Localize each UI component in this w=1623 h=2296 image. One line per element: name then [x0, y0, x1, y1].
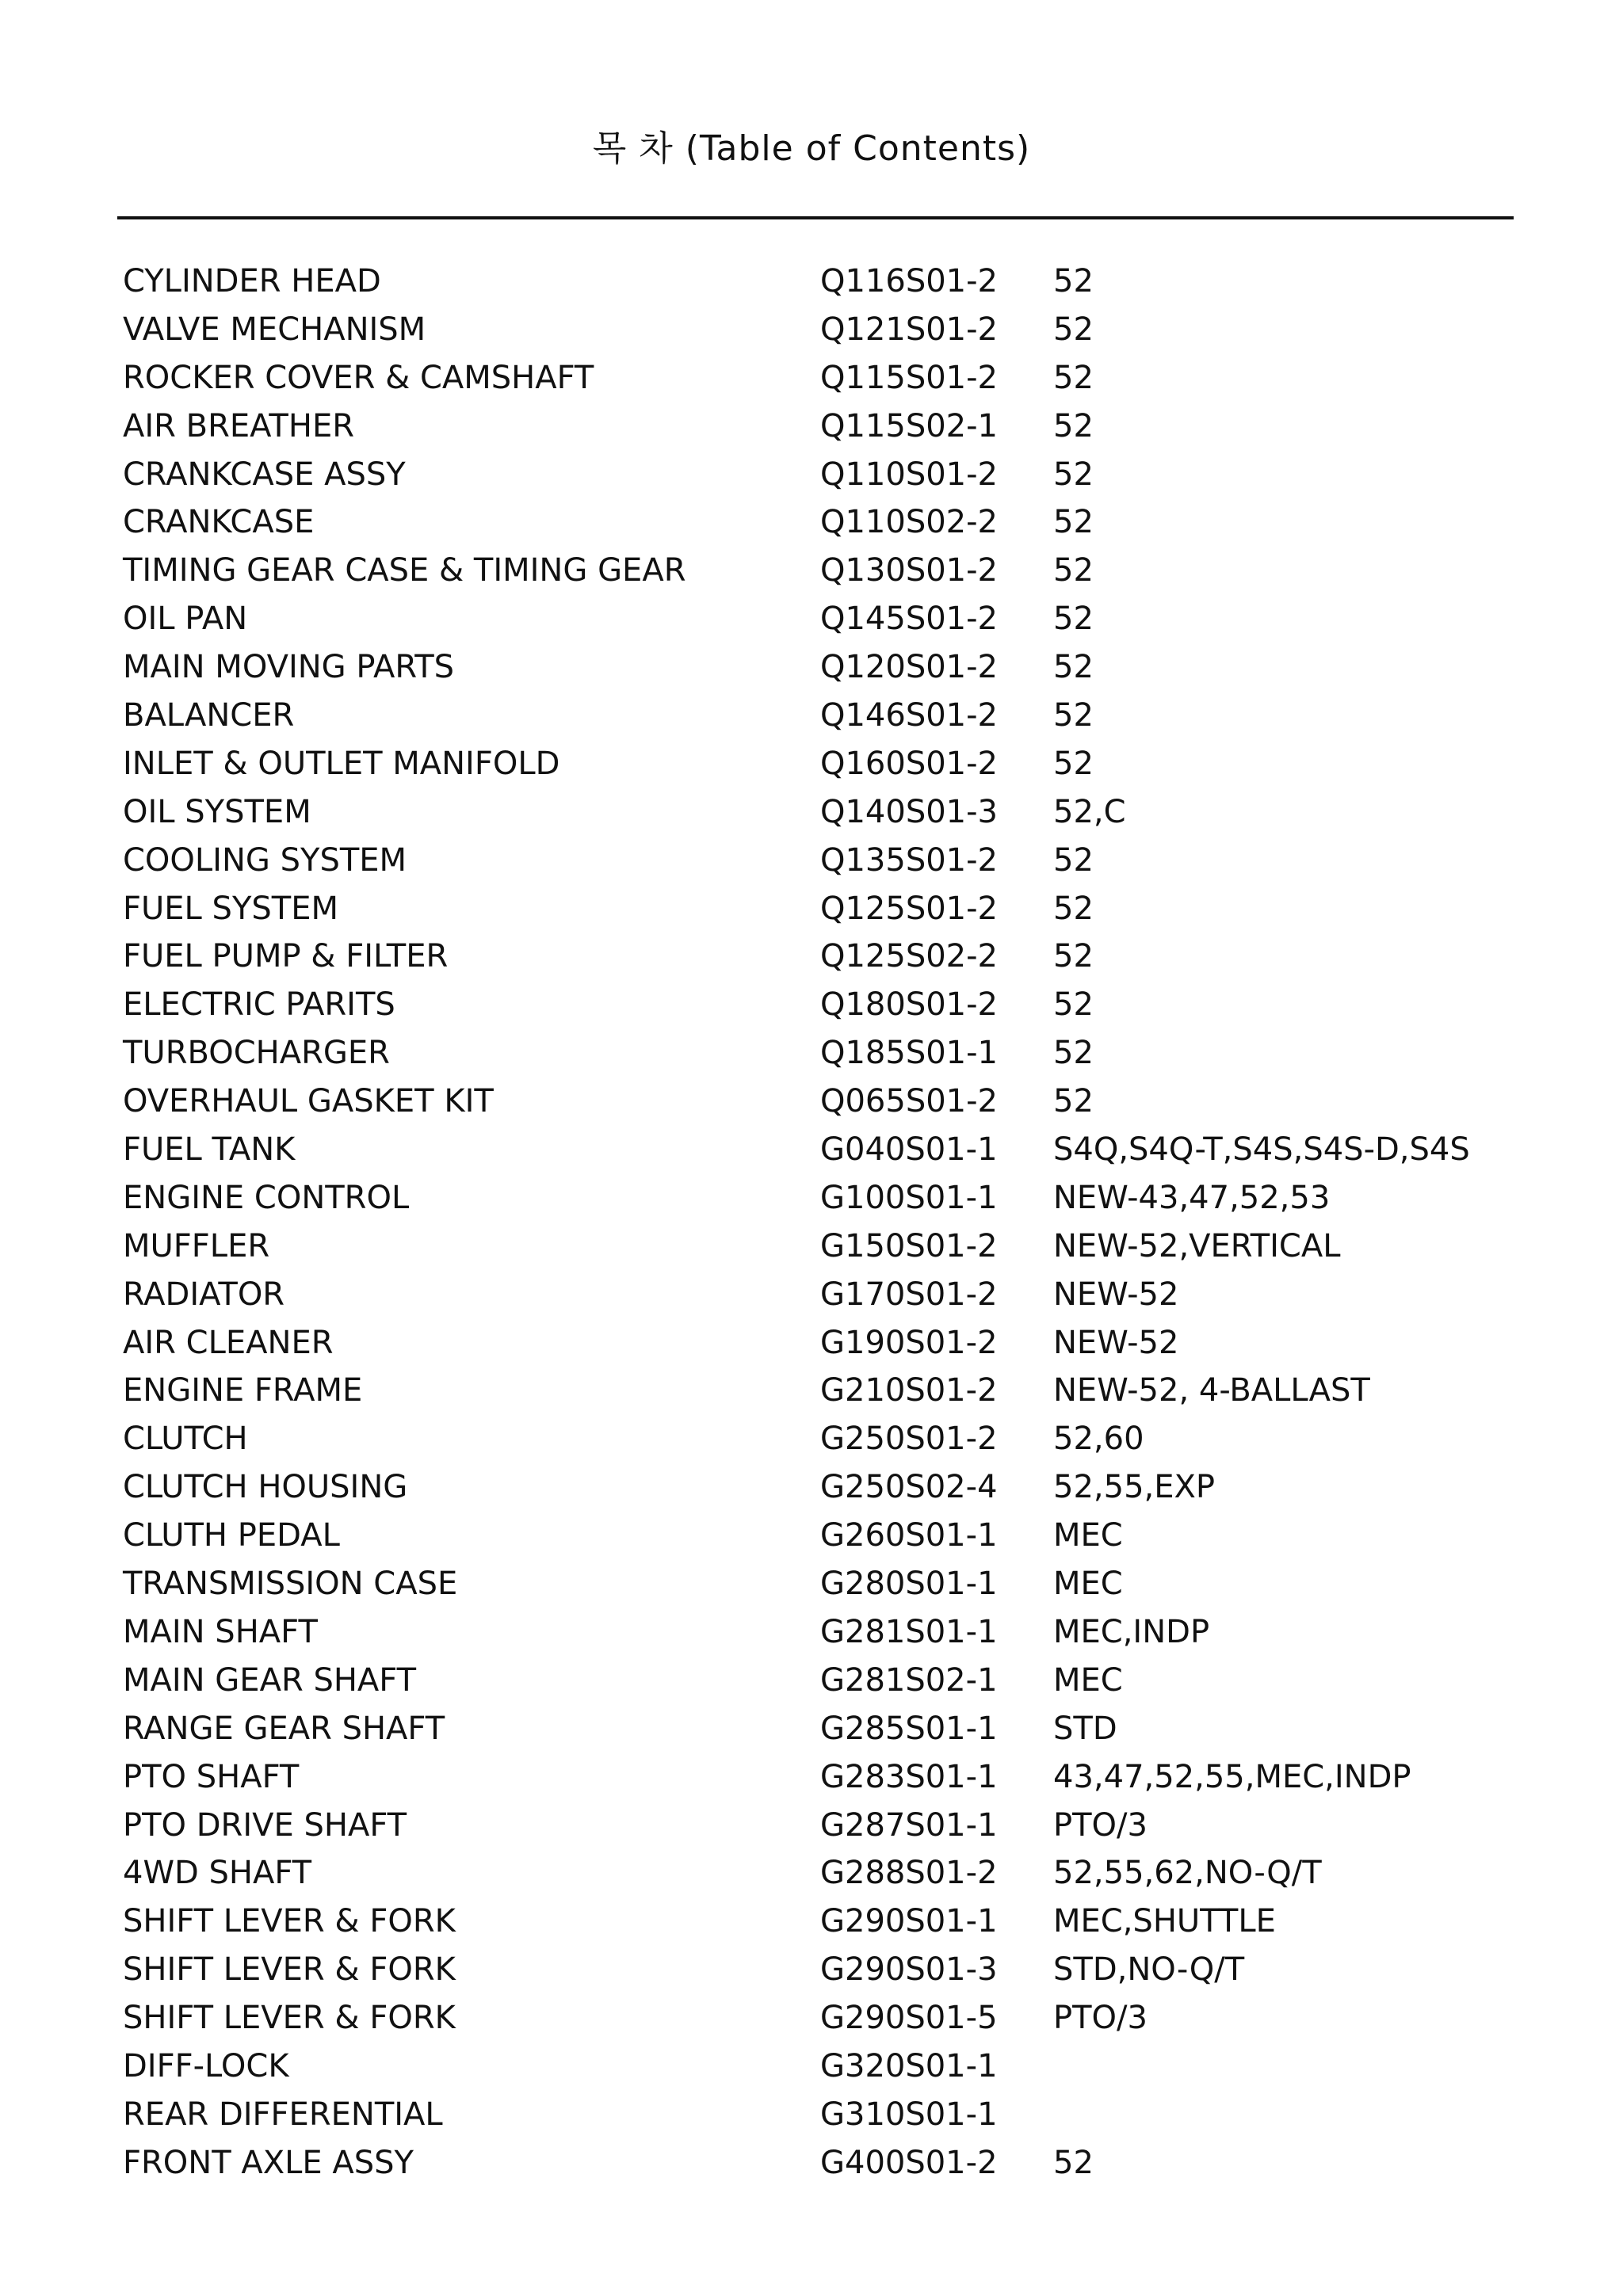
- toc-entry-code: G283S01-1: [820, 1758, 998, 1795]
- toc-row: [0, 1512, 1623, 1560]
- toc-entry-title: AIR BREATHER: [123, 407, 355, 444]
- toc-entry-note: MEC,SHUTTLE: [1053, 1903, 1276, 1940]
- toc-entry-code: Q125S02-2: [820, 938, 999, 975]
- toc-entry-code: G260S01-1: [820, 1517, 998, 1554]
- toc-entry-title: FUEL SYSTEM: [123, 890, 338, 927]
- toc-entry-note: 52: [1053, 456, 1094, 493]
- toc-entry-note: STD,NO-Q/T: [1053, 1951, 1245, 1989]
- toc-entry-code: G285S01-1: [820, 1710, 998, 1747]
- toc-row: [0, 1802, 1623, 1850]
- toc-entry-title: DIFF-LOCK: [123, 2047, 289, 2084]
- toc-entry-code: Q120S01-2: [820, 649, 999, 686]
- toc-entry-title: MUFFLER: [123, 1227, 270, 1264]
- toc-entry-note: NEW-52: [1053, 1276, 1179, 1313]
- toc-row: [0, 1994, 1623, 2042]
- toc-entry-code: Q130S01-2: [820, 552, 999, 589]
- toc-row: [0, 788, 1623, 837]
- toc-entry-note: 52: [1053, 745, 1094, 782]
- toc-entry-code: G310S01-1: [820, 2096, 998, 2133]
- toc-entry-note: 52: [1053, 649, 1094, 686]
- toc-row: [0, 1367, 1623, 1415]
- toc-entry-code: Q180S01-2: [820, 986, 999, 1024]
- toc-row: [0, 1608, 1623, 1657]
- toc-entry-note: 52,55,62,NO-Q/T: [1053, 1855, 1322, 1892]
- toc-row: [0, 402, 1623, 451]
- toc-entry-note: STD: [1053, 1710, 1117, 1747]
- toc-entry-code: G287S01-1: [820, 1806, 998, 1844]
- toc-entry-note: 52: [1053, 2144, 1094, 2181]
- toc-row: [0, 1946, 1623, 1994]
- toc-entry-note: 52: [1053, 311, 1094, 348]
- toc-entry-title: ENGINE FRAME: [123, 1372, 363, 1409]
- toc-entry-title: FRONT AXLE ASSY: [123, 2144, 414, 2181]
- toc-entry-note: MEC: [1053, 1661, 1123, 1699]
- toc-entry-code: G280S01-1: [820, 1566, 998, 1603]
- toc-entry-title: SHIFT LEVER & FORK: [123, 1903, 456, 1940]
- toc-entry-note: MEC,INDP: [1053, 1613, 1210, 1650]
- toc-entry-title: OVERHAUL GASKET KIT: [123, 1083, 494, 1120]
- toc-entry-title: TIMING GEAR CASE & TIMING GEAR: [123, 552, 686, 589]
- toc-entry-code: Q116S01-2: [820, 263, 999, 299]
- toc-row: [0, 451, 1623, 499]
- toc-entry-code: Q135S01-2: [820, 841, 999, 879]
- toc-entry-code: G040S01-1: [820, 1131, 998, 1169]
- toc-entry-note: 52,55,EXP: [1053, 1469, 1216, 1506]
- toc-entry-title: MAIN MOVING PARTS: [123, 649, 455, 686]
- page-title: 목 차 (Table of Contents): [592, 128, 1031, 169]
- toc-entry-title: SHIFT LEVER & FORK: [123, 2000, 456, 2037]
- toc-entry-title: PTO SHAFT: [123, 1758, 300, 1795]
- toc-entry-note: MEC: [1053, 1566, 1123, 1603]
- toc-entry-code: Q140S01-3: [820, 793, 999, 830]
- toc-entry-title: CYLINDER HEAD: [123, 263, 381, 299]
- toc-entry-code: Q115S01-2: [820, 359, 999, 396]
- toc-entry-title: ELECTRIC PARITS: [123, 986, 395, 1024]
- toc-entry-title: TURBOCHARGER: [123, 1035, 390, 1072]
- toc-entry-title: FUEL PUMP & FILTER: [123, 938, 449, 975]
- toc-entry-code: Q145S01-2: [820, 601, 999, 638]
- toc-entry-code: Q110S01-2: [820, 456, 999, 493]
- toc-entry-code: G288S01-2: [820, 1855, 998, 1892]
- toc-row: [0, 885, 1623, 933]
- toc-entry-title: MAIN GEAR SHAFT: [123, 1661, 417, 1699]
- toc-entry-note: 52: [1053, 263, 1094, 299]
- toc-entry-code: G210S01-2: [820, 1372, 998, 1409]
- toc-list: [0, 257, 1623, 2187]
- toc-row: [0, 1657, 1623, 1705]
- toc-row: [0, 740, 1623, 788]
- toc-row: [0, 2042, 1623, 2091]
- toc-row: [0, 1222, 1623, 1271]
- toc-entry-note: NEW-52,VERTICAL: [1053, 1227, 1341, 1264]
- toc-row: [0, 1271, 1623, 1319]
- toc-entry-note: 52,60: [1053, 1421, 1144, 1458]
- toc-entry-code: G290S01-5: [820, 2000, 998, 2037]
- toc-row: [0, 595, 1623, 643]
- toc-entry-title: RANGE GEAR SHAFT: [123, 1710, 445, 1747]
- toc-row: [0, 2091, 1623, 2139]
- toc-entry-code: Q185S01-1: [820, 1035, 999, 1072]
- toc-entry-title: CRANKCASE ASSY: [123, 456, 406, 493]
- toc-entry-title: SHIFT LEVER & FORK: [123, 1951, 456, 1989]
- toc-entry-title: COOLING SYSTEM: [123, 841, 407, 879]
- toc-row: [0, 1849, 1623, 1897]
- toc-entry-code: G170S01-2: [820, 1276, 998, 1313]
- toc-row: [0, 1415, 1623, 1463]
- toc-entry-title: REAR DIFFERENTIAL: [123, 2096, 443, 2133]
- toc-entry-title: INLET & OUTLET MANIFOLD: [123, 745, 560, 782]
- toc-entry-code: G290S01-1: [820, 1903, 998, 1940]
- toc-row: [0, 306, 1623, 354]
- toc-entry-title: AIR CLEANER: [123, 1324, 334, 1361]
- toc-entry-title: ENGINE CONTROL: [123, 1179, 410, 1216]
- toc-entry-note: 43,47,52,55,MEC,INDP: [1053, 1758, 1411, 1795]
- toc-entry-note: 52: [1053, 890, 1094, 927]
- toc-entry-title: 4WD SHAFT: [123, 1855, 312, 1892]
- toc-entry-note: 52: [1053, 601, 1094, 638]
- toc-row: [0, 1174, 1623, 1222]
- toc-row: [0, 1077, 1623, 1126]
- toc-entry-note: S4Q,S4Q-T,S4S,S4S-D,S4S: [1053, 1131, 1470, 1169]
- toc-entry-code: Q125S01-2: [820, 890, 999, 927]
- toc-entry-title: MAIN SHAFT: [123, 1613, 318, 1650]
- toc-entry-title: OIL PAN: [123, 601, 248, 638]
- toc-entry-code: G290S01-3: [820, 1951, 998, 1989]
- toc-entry-code: G281S01-1: [820, 1613, 998, 1650]
- toc-entry-note: 52: [1053, 697, 1094, 734]
- toc-entry-title: BALANCER: [123, 697, 295, 734]
- toc-row: [0, 933, 1623, 981]
- toc-entry-note: 52: [1053, 504, 1094, 541]
- toc-entry-title: PTO DRIVE SHAFT: [123, 1806, 407, 1844]
- toc-row: [0, 354, 1623, 402]
- toc-entry-title: CRANKCASE: [123, 504, 315, 541]
- toc-entry-title: OIL SYSTEM: [123, 793, 311, 830]
- toc-entry-code: G281S02-1: [820, 1661, 998, 1699]
- toc-entry-code: Q110S02-2: [820, 504, 999, 541]
- toc-entry-title: RADIATOR: [123, 1276, 285, 1313]
- title-divider: [117, 216, 1514, 219]
- toc-entry-code: G150S01-2: [820, 1227, 998, 1264]
- toc-entry-note: 52: [1053, 1083, 1094, 1120]
- toc-row: [0, 1319, 1623, 1367]
- toc-entry-note: 52: [1053, 986, 1094, 1024]
- toc-row: [0, 1897, 1623, 1946]
- toc-entry-note: 52: [1053, 359, 1094, 396]
- toc-row: [0, 498, 1623, 547]
- toc-entry-note: MEC: [1053, 1517, 1123, 1554]
- toc-entry-title: CLUTCH HOUSING: [123, 1469, 408, 1506]
- toc-entry-note: NEW-52, 4-BALLAST: [1053, 1372, 1370, 1409]
- toc-entry-code: G100S01-1: [820, 1179, 998, 1216]
- toc-entry-code: G250S02-4: [820, 1469, 998, 1506]
- toc-entry-note: 52,C: [1053, 793, 1126, 830]
- toc-row: [0, 1029, 1623, 1077]
- toc-row: [0, 1126, 1623, 1174]
- toc-entry-code: Q115S02-1: [820, 407, 999, 444]
- toc-row: [0, 1705, 1623, 1753]
- toc-row: [0, 837, 1623, 885]
- toc-entry-note: 52: [1053, 1035, 1094, 1072]
- toc-entry-code: G190S01-2: [820, 1324, 998, 1361]
- toc-row: [0, 547, 1623, 595]
- toc-entry-code: G400S01-2: [820, 2144, 998, 2181]
- toc-row: [0, 1560, 1623, 1608]
- toc-row: [0, 2139, 1623, 2187]
- toc-entry-note: 52: [1053, 938, 1094, 975]
- toc-entry-title: VALVE MECHANISM: [123, 311, 426, 348]
- toc-entry-note: NEW-43,47,52,53: [1053, 1179, 1331, 1216]
- toc-entry-title: FUEL TANK: [123, 1131, 296, 1169]
- toc-entry-title: TRANSMISSION CASE: [123, 1566, 458, 1603]
- toc-row: [0, 692, 1623, 740]
- toc-entry-title: CLUTH PEDAL: [123, 1517, 340, 1554]
- toc-entry-code: Q146S01-2: [820, 697, 999, 734]
- toc-entry-note: NEW-52: [1053, 1324, 1179, 1361]
- toc-entry-note: 52: [1053, 552, 1094, 589]
- toc-row: [0, 1463, 1623, 1512]
- toc-entry-code: G320S01-1: [820, 2047, 998, 2084]
- toc-row: [0, 257, 1623, 306]
- toc-entry-note: 52: [1053, 841, 1094, 879]
- toc-entry-code: Q121S01-2: [820, 311, 999, 348]
- toc-entry-code: Q065S01-2: [820, 1083, 999, 1120]
- toc-entry-note: 52: [1053, 407, 1094, 444]
- toc-entry-note: PTO/3: [1053, 2000, 1148, 2037]
- toc-entry-note: PTO/3: [1053, 1806, 1148, 1844]
- toc-entry-title: ROCKER COVER & CAMSHAFT: [123, 359, 594, 396]
- toc-entry-title: CLUTCH: [123, 1421, 248, 1458]
- toc-entry-code: G250S01-2: [820, 1421, 998, 1458]
- toc-row: [0, 643, 1623, 692]
- toc-row: [0, 981, 1623, 1029]
- toc-row: [0, 1753, 1623, 1802]
- toc-entry-code: Q160S01-2: [820, 745, 999, 782]
